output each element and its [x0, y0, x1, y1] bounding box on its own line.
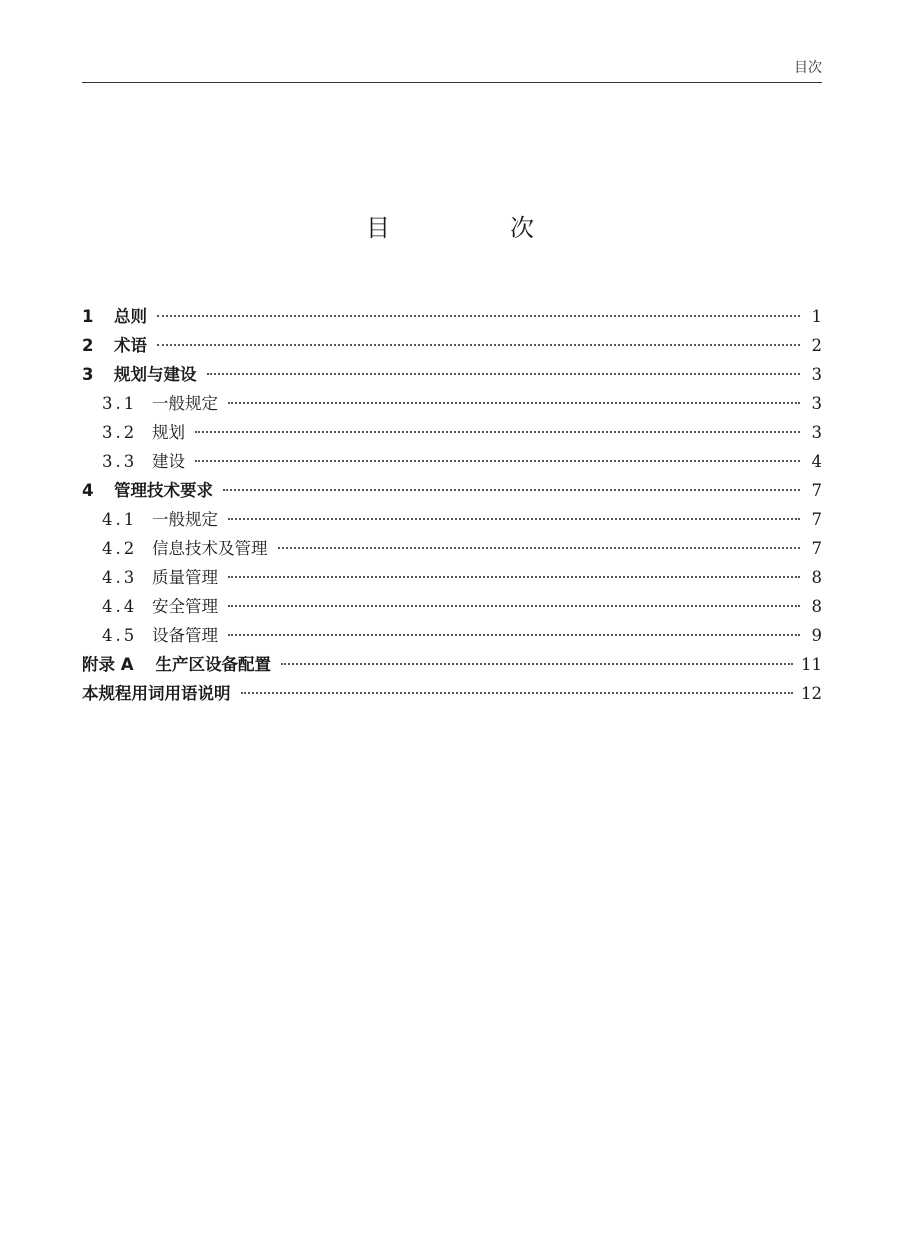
toc-entry-appendix-label: 附录 A — [82, 655, 134, 674]
dot-leader — [228, 633, 800, 636]
toc-entry-general-provisions[interactable] — [82, 302, 822, 331]
toc-entry-number: 4.5 — [102, 626, 138, 645]
toc-entry-page: 7 — [811, 539, 822, 558]
toc-entry-3-3[interactable] — [82, 447, 822, 476]
table-of-contents — [82, 302, 822, 708]
toc-entry-number: 3.3 — [102, 452, 138, 471]
toc-entry-number: 4.1 — [102, 510, 138, 529]
dot-leader — [195, 430, 800, 433]
dot-leader — [241, 691, 794, 694]
running-header — [82, 58, 822, 83]
toc-entry-number: 4.2 — [102, 539, 138, 558]
toc-entry-title: 安全管理 — [152, 597, 218, 616]
dot-leader — [157, 343, 800, 346]
toc-entry-4-3[interactable] — [82, 563, 822, 592]
dot-leader — [223, 488, 800, 491]
dot-leader — [207, 372, 801, 375]
toc-entry-4-1[interactable] — [82, 505, 822, 534]
toc-entry-page: 12 — [801, 684, 822, 703]
dot-leader — [228, 517, 800, 520]
toc-entry-title: 建设 — [152, 452, 185, 471]
toc-entry-number: 3.1 — [102, 394, 138, 413]
toc-entry-page: 3 — [811, 365, 822, 384]
dot-leader — [281, 662, 793, 665]
toc-entry-4-5[interactable] — [82, 621, 822, 650]
toc-entry-title: 一般规定 — [152, 394, 218, 413]
toc-entry-wording-explanation[interactable] — [82, 679, 822, 708]
toc-entry-page: 8 — [811, 568, 822, 587]
toc-entry-management-requirements[interactable] — [82, 476, 822, 505]
toc-entry-title: 质量管理 — [152, 568, 218, 587]
toc-title: 目 次 — [366, 214, 582, 242]
toc-entry-number: 4 — [82, 481, 94, 500]
toc-entry-number: 3 — [82, 365, 94, 384]
toc-entry-page: 2 — [811, 336, 822, 355]
toc-entry-page: 4 — [811, 452, 822, 471]
toc-entry-appendix-a[interactable] — [82, 650, 822, 679]
toc-entry-3-2[interactable] — [82, 418, 822, 447]
toc-entry-number: 4.3 — [102, 568, 138, 587]
toc-entry-page: 1 — [811, 307, 822, 326]
dot-leader — [195, 459, 800, 462]
toc-entry-title: 本规程用词用语说明 — [82, 684, 231, 703]
toc-entry-3-1[interactable] — [82, 389, 822, 418]
toc-entry-title: 生产区设备配置 — [155, 655, 272, 674]
toc-entry-page: 11 — [801, 655, 822, 674]
toc-entry-page: 7 — [811, 481, 822, 500]
dot-leader — [157, 314, 800, 317]
toc-entry-page: 9 — [811, 626, 822, 645]
toc-entry-title: 信息技术及管理 — [152, 539, 268, 558]
toc-entry-4-2[interactable] — [82, 534, 822, 563]
toc-entry-page: 7 — [811, 510, 822, 529]
toc-entry-planning-construction[interactable] — [82, 360, 822, 389]
toc-entry-number: 4.4 — [102, 597, 138, 616]
dot-leader — [278, 546, 801, 549]
toc-entry-number: 1 — [82, 307, 94, 326]
toc-entry-title: 设备管理 — [152, 626, 218, 645]
toc-entry-page: 3 — [811, 423, 822, 442]
dot-leader — [228, 575, 800, 578]
toc-entry-title: 总则 — [114, 307, 147, 326]
toc-entry-title: 规划 — [152, 423, 185, 442]
toc-entry-title: 规划与建设 — [114, 365, 197, 384]
toc-entry-title: 术语 — [114, 336, 147, 355]
toc-entry-title: 管理技术要求 — [114, 481, 213, 500]
toc-entry-number: 3.2 — [102, 423, 138, 442]
running-header-title: 目次 — [794, 60, 822, 76]
dot-leader — [228, 604, 800, 607]
toc-entry-number: 2 — [82, 336, 94, 355]
toc-entry-page: 8 — [811, 597, 822, 616]
dot-leader — [228, 401, 800, 404]
toc-entry-title: 一般规定 — [152, 510, 218, 529]
toc-entry-page: 3 — [811, 394, 822, 413]
toc-entry-4-4[interactable] — [82, 592, 822, 621]
toc-entry-terms[interactable] — [82, 331, 822, 360]
